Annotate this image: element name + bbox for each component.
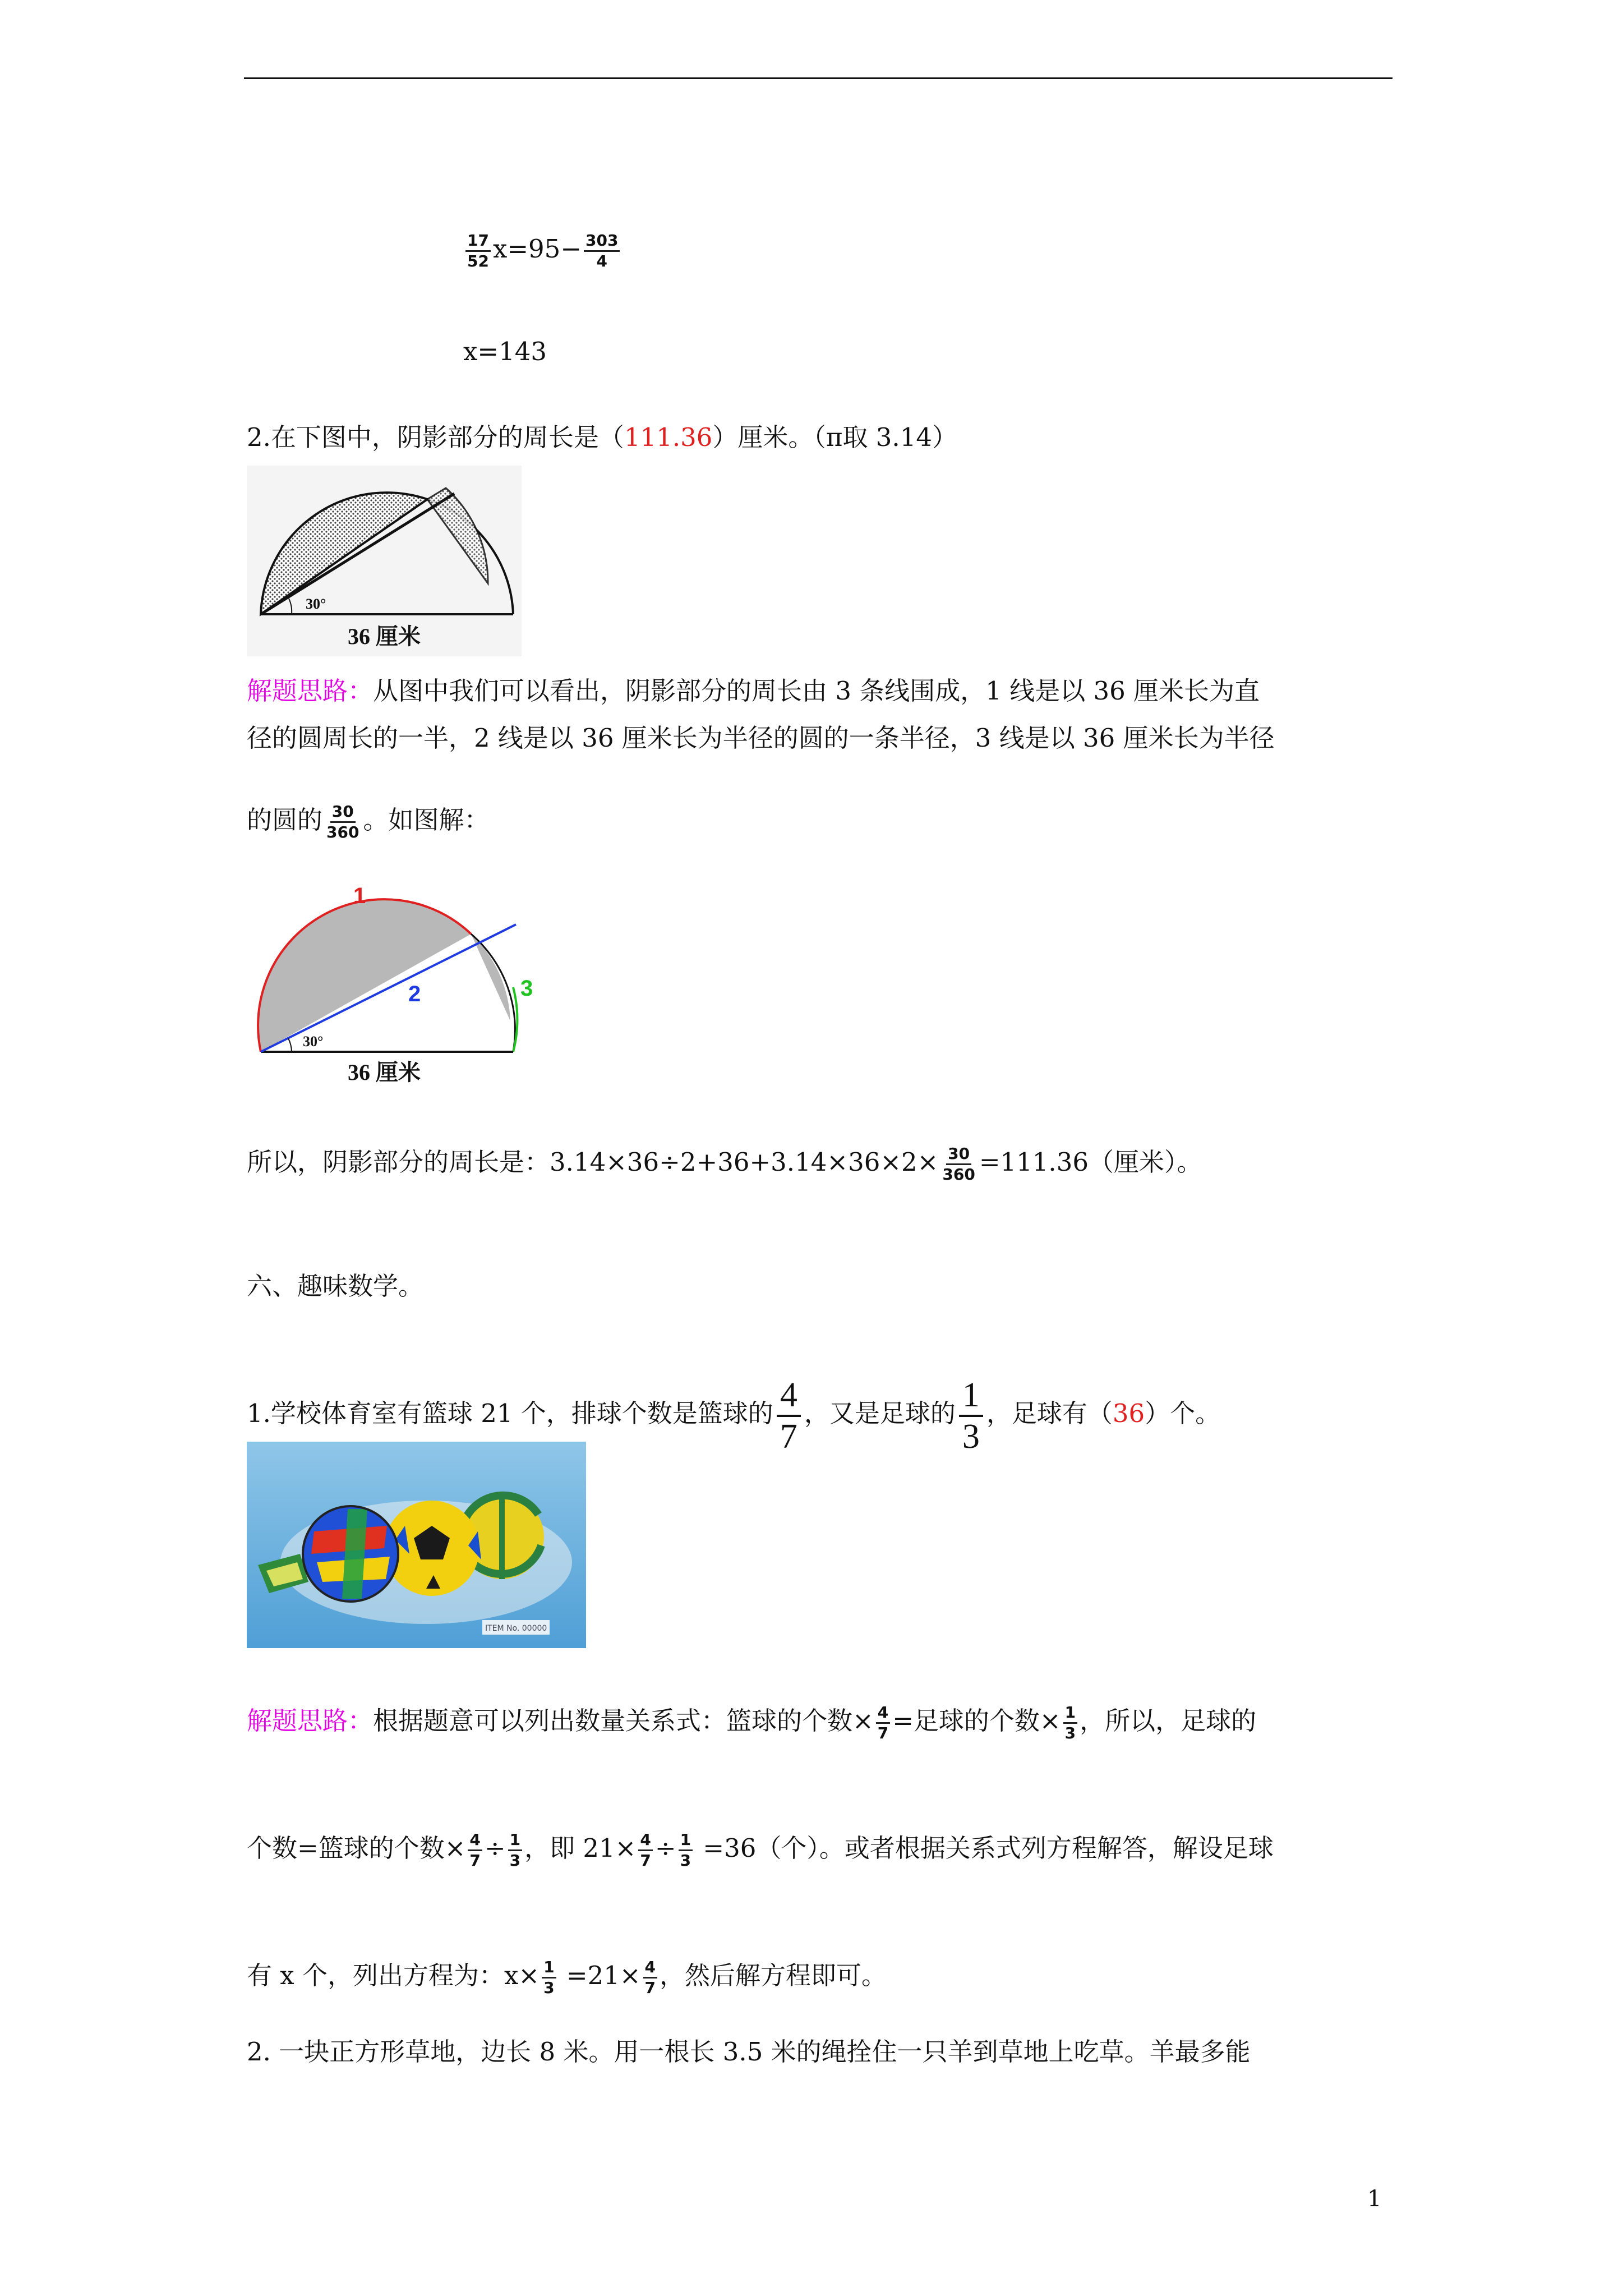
solution-6-line-3: 有 x 个，列出方程为：x× $\frac{1}{3}$ =21× $\frac{4}{7}$ ，然后解方程即可。 — [247, 1958, 887, 1997]
page-number: 1 — [1367, 2186, 1382, 2212]
line-2-label: 2 — [408, 982, 421, 1006]
fraction: $\frac{30}{360}$ — [942, 1144, 975, 1184]
fraction: $\frac{1}{3}$ — [508, 1830, 522, 1870]
length-label: 36 厘米 — [348, 1060, 421, 1085]
fraction: $\frac{1}{3}$ — [542, 1958, 556, 1998]
fraction: $\frac{4}{7}$ — [777, 1375, 801, 1456]
solution-6-line-1: 解题思路：根据题意可以列出数量关系式：篮球的个数× $\frac{4}{7}$ =足球的个数× $\frac{1}{3}$ ，所以，足球的 — [247, 1703, 1257, 1742]
balls-photo — [247, 1442, 586, 1648]
result-line: 所以，阴影部分的周长是：3.14×36÷2+36+3.14×36×2× $\frac{30}{360}$ =111.36（厘米）。 — [247, 1144, 1202, 1184]
question-6-2: 2. 一块正方形草地，边长 8 米。用一根长 3.5 米的绳拴住一只羊到草地上吃草。羊最多能 — [247, 2037, 1251, 2067]
line-3-label: 3 — [520, 976, 533, 1001]
equation-line-1: $\frac{17}{52}$ x=95− $\frac{303}{4}$ — [463, 231, 622, 271]
length-label: 36 厘米 — [348, 624, 421, 649]
solution-line-2: 径的圆周长的一半，2 线是以 36 厘米长为半径的圆的一条半径，3 线是以 36 厘米长为半径 — [247, 723, 1275, 753]
question-6-1: 1.学校体育室有篮球 21 个，排球个数是篮球的 $\frac{4}{7}$ ，又是足球的 $\frac{1}{3}$ ，足球有（36）个。 — [247, 1375, 1221, 1456]
fraction: $\frac{4}{7}$ — [468, 1830, 482, 1870]
fraction: $\frac{1}{3}$ — [679, 1830, 693, 1870]
solution-6-line-2: 个数=篮球的个数× $\frac{4}{7}$ ÷ $\frac{1}{3}$ ，即 21× $\frac{4}{7}$ ÷ $\frac{1}{3}$ =36（个）。或者根据关系式列方程解答，解设足球 — [247, 1830, 1274, 1870]
photo-caption: ITEM No. 00000 — [485, 1624, 547, 1633]
line-1-label: 1 — [353, 884, 366, 908]
fraction: $\frac{4}{7}$ — [638, 1830, 652, 1870]
fraction: $\frac{303}{4}$ — [584, 231, 620, 271]
solution-line-1: 解题思路：从图中我们可以看出，阴影部分的周长由 3 条线围成，1 线是以 36 厘米长为直 — [247, 676, 1260, 706]
semicircle-figure — [247, 466, 522, 656]
angle-label: 30° — [303, 1033, 324, 1050]
answer: 36 — [1112, 1398, 1145, 1428]
angle-label: 30° — [306, 596, 326, 612]
answer: 111.36 — [624, 422, 713, 452]
question-2: 2.在下图中，阴影部分的周长是（111.36）厘米。（π取 3.14） — [247, 422, 957, 452]
solution-label: 解题思路： — [247, 676, 374, 706]
fraction: $\frac{1}{3}$ — [959, 1375, 983, 1456]
header-rule — [244, 77, 1393, 79]
annotated-semicircle-figure — [247, 881, 538, 1094]
equation-line-2: x=143 — [463, 337, 547, 366]
solution-line-3: 的圆的 $\frac{30}{360}$ 。如图解： — [247, 802, 490, 841]
fraction: $\frac{17}{52}$ — [465, 231, 491, 271]
fraction: $\frac{4}{7}$ — [876, 1703, 890, 1743]
section-heading: 六、趣味数学。 — [247, 1271, 424, 1301]
fraction: $\frac{4}{7}$ — [643, 1958, 657, 1998]
fraction: $\frac{30}{360}$ — [326, 802, 359, 841]
fraction: $\frac{1}{3}$ — [1063, 1703, 1077, 1743]
solution-label: 解题思路： — [247, 1706, 374, 1736]
